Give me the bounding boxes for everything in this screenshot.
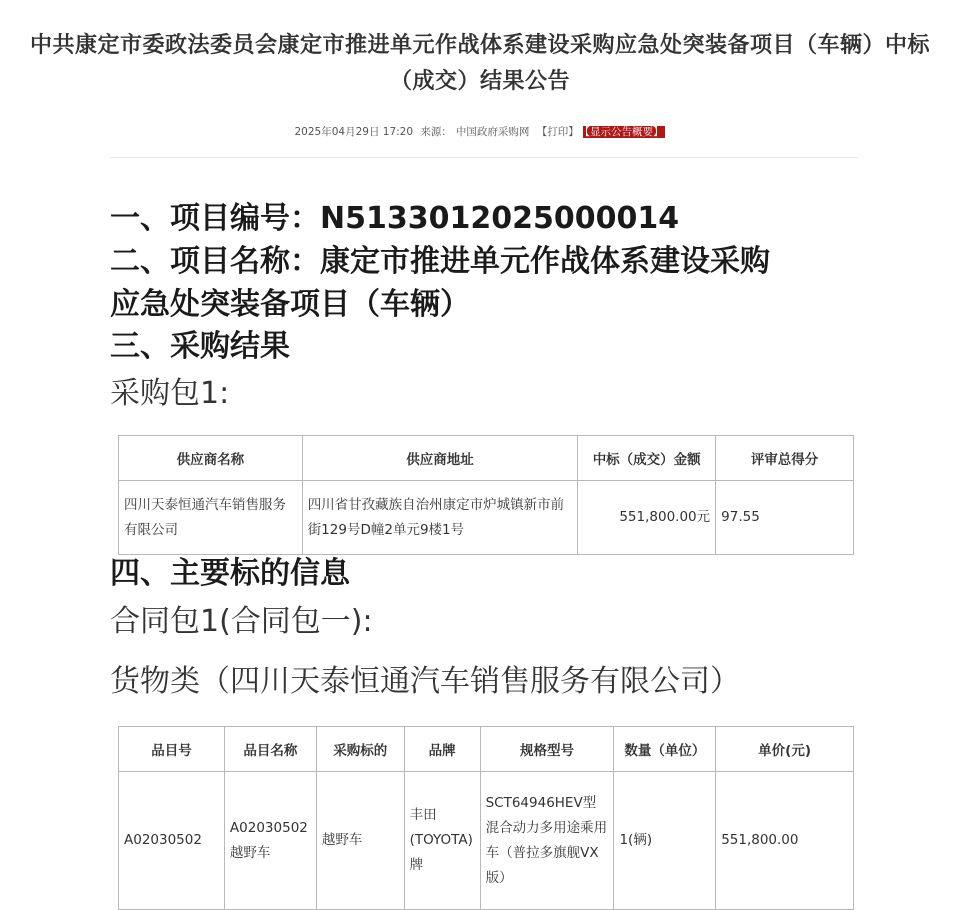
result-table-header-row (119, 436, 854, 481)
supplier-address-cell: 四川省甘孜藏族自治州康定市炉城镇新市前街129号D幢2单元9楼1号 (302, 481, 578, 555)
column-header: 评审总得分 (716, 436, 854, 481)
contract-package-label: 合同包1(合同包一): (110, 604, 373, 639)
header-divider (110, 157, 858, 158)
spec-model-cell: SCT64946HEV型混合动力多用途乘用车（普拉多旗舰VX版） (480, 772, 614, 910)
show-summary-link[interactable]: 【显示公告概要】 (584, 126, 664, 138)
goods-category-label: 货物类（四川天泰恒通汽车销售服务有限公司） (110, 664, 740, 699)
item-name-cell: A02030502越野车 (224, 772, 316, 910)
item-number-cell: A02030502 (119, 772, 225, 910)
brand-cell: 丰田(TOYOTA)牌 (404, 772, 480, 910)
column-header: 品目号 (119, 727, 225, 772)
bid-amount-cell: 551,800.00元 (578, 481, 716, 555)
package-label: 采购包1: (110, 376, 230, 411)
column-header: 供应商地址 (302, 436, 578, 481)
procurement-result-heading: 三、采购结果 (110, 329, 290, 364)
column-header: 采购标的 (316, 727, 404, 772)
table-row (119, 481, 854, 555)
source-name: 中国政府采购网 (455, 126, 530, 138)
publish-datetime: 2025年04月29日 17:20 (294, 126, 414, 138)
page-title: 中共康定市委政法委员会康定市推进单元作战体系建设采购应急处突装备项目（车辆）中标（成交）结果公告 (29, 33, 930, 94)
score-cell: 97.55 (716, 481, 854, 555)
column-header: 供应商名称 (119, 436, 303, 481)
project-name-heading-line1: 二、项目名称：康定市推进单元作战体系建设采购 (110, 244, 770, 279)
procurement-target-cell: 越野车 (316, 772, 404, 910)
project-number-heading: 一、项目编号：N5133012025000014 (110, 201, 680, 236)
supplier-name-cell: 四川天泰恒通汽车销售服务有限公司 (119, 481, 303, 555)
main-subject-heading: 四、主要标的信息 (110, 556, 350, 591)
column-header: 品牌 (404, 727, 480, 772)
quantity-cell: 1(辆) (614, 772, 716, 910)
result-table (118, 435, 854, 555)
column-header: 数量（单位） (614, 727, 716, 772)
source-label: 来源： (420, 126, 452, 138)
goods-table-header-row (119, 727, 854, 772)
print-link[interactable]: 【打印】 (536, 126, 579, 138)
column-header: 中标（成交）金额 (578, 436, 716, 481)
project-name-heading-line2: 应急处突装备项目（车辆） (110, 287, 470, 322)
column-header: 规格型号 (480, 727, 614, 772)
unit-price-cell: 551,800.00 (716, 772, 854, 910)
column-header: 单价(元) (716, 727, 854, 772)
article-meta (0, 124, 960, 139)
goods-table (118, 726, 854, 910)
column-header: 品目名称 (224, 727, 316, 772)
table-row (119, 772, 854, 910)
